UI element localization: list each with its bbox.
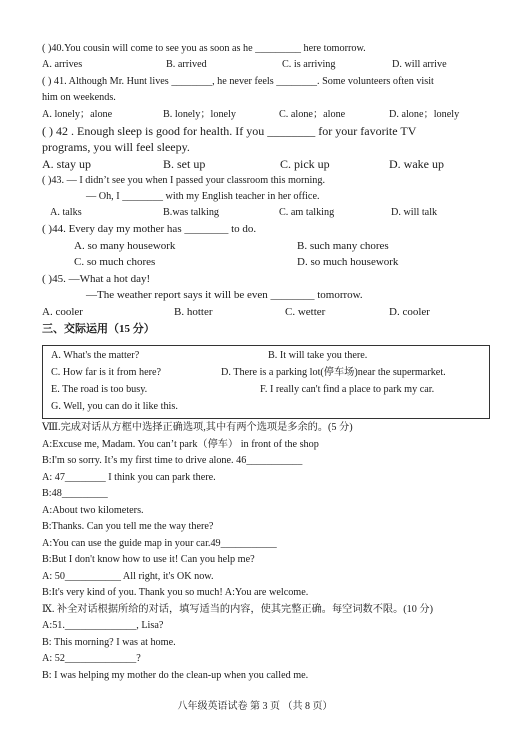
q41-stem-line2: him on weekends.	[42, 92, 116, 103]
q42-option-a: A. stay up	[42, 157, 91, 171]
q45-stem-line2: —The weather report says it will be even ________ tomorrow.	[86, 289, 363, 301]
q42-option-d: D. wake up	[389, 157, 444, 171]
part9-heading: Ⅸ. 补全对话根据所给的对话，填写适当的内容，使其完整正确。每空词数不限。(10 分)	[42, 604, 434, 615]
q43-option-b: B.was talking	[163, 207, 220, 218]
part8-line: A:You can use the guide map in your car.49___________	[42, 538, 277, 549]
part9-line: A:51.______________, Lisa?	[42, 620, 164, 631]
part9-line: B: This morning? I was at home.	[42, 637, 176, 648]
part8-line: A: 50___________ All right, it's OK now.	[42, 571, 214, 582]
q41-option-c: C. alone；alone	[279, 109, 346, 120]
q40-option-d: D. will arrive	[392, 59, 447, 70]
box-option-a: A. What's the matter?	[51, 350, 140, 361]
q45-option-d: D. cooler	[389, 306, 430, 318]
q40-stem: ( )40.You cousin will come to see you as soon as he _________ here tomorrow.	[42, 43, 366, 54]
q41-stem-line1: ( ) 41. Although Mr. Hunt lives ________, he never feels ________. Some volunteers often visit	[42, 76, 434, 87]
part8-line: B:It's very kind of you. Thank you so much! A:You are welcome.	[42, 587, 309, 598]
part8-line: A: 47________ I think you can park there.	[42, 472, 216, 483]
q42-stem-line2: programs, you will feel sleepy.	[42, 140, 190, 154]
part9-line: A: 52______________?	[42, 653, 141, 664]
section3-heading: 三、交际运用（15 分）	[42, 323, 155, 335]
q44-option-a: A. so many housework	[74, 240, 176, 252]
q43-stem-line1: ( )43. — I didn’t see you when I passed your classroom this morning.	[42, 175, 326, 186]
q44-option-b: B. such many chores	[297, 240, 389, 252]
q41-option-a: A. lonely；alone	[42, 109, 113, 120]
q40-option-b: B. arrived	[166, 59, 207, 70]
q43-option-d: D. will talk	[391, 207, 438, 218]
q45-stem-line1: ( )45. —What a hot day!	[42, 273, 151, 285]
q41-option-b: B. lonely；lonely	[163, 109, 237, 120]
part8-line: B:But I don't know how to use it! Can you help me?	[42, 554, 255, 565]
part9-line: B: I was helping my mother do the clean-up when you called me.	[42, 670, 309, 681]
part8-line: B:48_________	[42, 488, 108, 499]
q41-option-d: D. alone；lonely	[389, 109, 460, 120]
q45-option-b: B. hotter	[174, 306, 213, 318]
q44-option-c: C. so much chores	[74, 256, 156, 268]
q45-option-c: C. wetter	[285, 306, 326, 318]
q43-option-a: A. talks	[50, 207, 82, 218]
box-option-c: C. How far is it from here?	[51, 367, 162, 378]
part8-line: A:About two kilometers.	[42, 505, 144, 516]
box-option-e: E. The road is too busy.	[51, 384, 148, 395]
q42-option-c: C. pick up	[280, 157, 330, 171]
q43-option-c: C. am talking	[279, 207, 335, 218]
q42-stem-line1: ( ) 42 . Enough sleep is good for health. If you ________ for your favorite TV	[42, 124, 417, 138]
q43-stem-line2: — Oh, I ________ with my English teacher in her office.	[86, 191, 320, 202]
box-option-g: G. Well, you can do it like this.	[51, 401, 178, 412]
q42-option-b: B. set up	[163, 157, 206, 171]
q40-option-a: A. arrives	[42, 59, 83, 70]
box-option-f: F. I really can't find a place to park my car.	[260, 384, 435, 395]
q44-stem: ( )44. Every day my mother has ________ to do.	[42, 223, 257, 235]
box-option-b: B. It will take you there.	[268, 350, 368, 361]
q44-option-d: D. so much housework	[297, 256, 399, 268]
q40-option-c: C. is arriving	[282, 59, 336, 70]
part8-heading: Ⅷ.完成对话从方框中选择正确选项,其中有两个选项是多余的。(5 分)	[42, 422, 353, 433]
q45-option-a: A. cooler	[42, 306, 83, 318]
box-option-d: D. There is a parking lot(停车场)near the supermarket.	[221, 367, 446, 378]
part8-line: B:Thanks. Can you tell me the way there?	[42, 521, 214, 532]
page-footer: 八年级英语试卷 第 3 页 （共 8 页）	[177, 701, 333, 712]
part8-line: A:Excuse me, Madam. You can’t park（停车） in front of the shop	[42, 439, 319, 450]
part8-line: B:I'm so sorry. It’s my first time to drive alone. 46___________	[42, 455, 303, 466]
